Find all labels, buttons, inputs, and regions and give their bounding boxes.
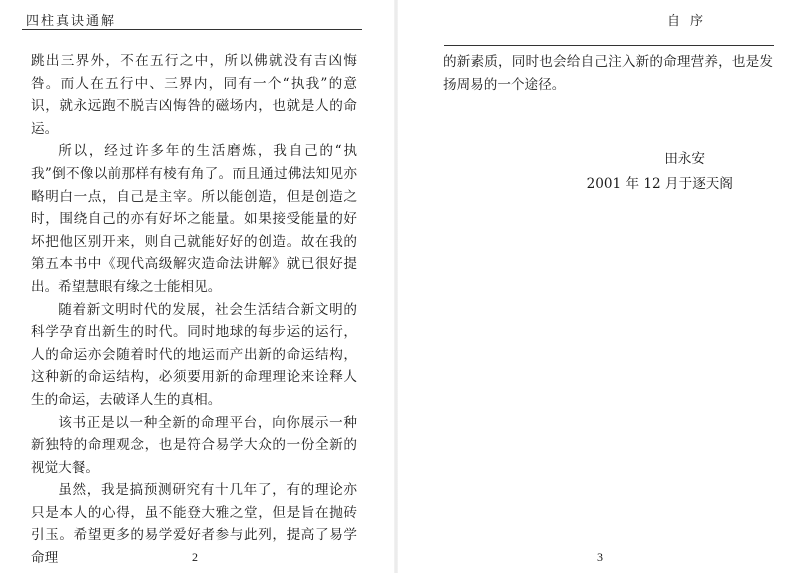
body-text [443, 51, 773, 96]
page-number: 2 [192, 550, 198, 564]
right-page [396, 0, 793, 573]
left-page [0, 0, 396, 573]
paragraph: 的新素质，同时也会给自己注入新的命理营养，也是发扬周易的一个途径。 [443, 54, 773, 93]
body-text [31, 50, 357, 570]
header-rule [444, 45, 774, 46]
paragraph: 所以，经过许多年的生活磨炼，我自己的“执我”倒不像以前那样有棱有角了。而且通过佛法知见亦略明白一点，自己是主宰。所以能创造，但是创造之时，围绕自己的亦有好坏之能量。如果接受能量的好坏把他区别开来，则自己就能好好的创造。故在我的第五本书中《现代高级解灾造命法讲解》就已很好提出。希望慧眼有缘之士能相见。 [31, 143, 357, 295]
header-rule [22, 29, 362, 30]
paragraph: 虽然，我是搞预测研究有十几年了，有的理论亦只是本人的心得，虽不能登大雅之堂，但是旨在抛砖引玉。希望更多的易学爱好者参与此列，提高了易学命理 [31, 482, 357, 567]
paragraph: 随着新文明时代的发展，社会生活结合新文明的科学孕育出新生的时代。同时地球的每步运的运行，人的命运亦会随着时代的地运而产出新的命运结构，这种新的命运结构，必须要用新的命理理论来诠释人生的命运，去破译人生的真相。 [31, 301, 357, 408]
paragraph: 跳出三界外，不在五行之中，所以佛就没有吉凶悔咎。而人在五行中、三界内，同有一个“执我”的意识，就永远跑不脱吉凶悔咎的磁场内，也就是人的命运。 [31, 53, 357, 137]
signature-date: 2001 年 12 月于逐天阁 [586, 176, 733, 192]
author-signature: 田永安 [664, 151, 705, 167]
paragraph: 该书正是以一种全新的命理平台，向你展示一种新独特的命理观念，也是符合易学大众的一份全新的视觉大餐。 [31, 414, 357, 476]
running-head-section-title: 自序 [666, 14, 713, 29]
page-number: 3 [597, 550, 603, 564]
running-head-book-title: 四柱真诀通解 [26, 14, 117, 29]
